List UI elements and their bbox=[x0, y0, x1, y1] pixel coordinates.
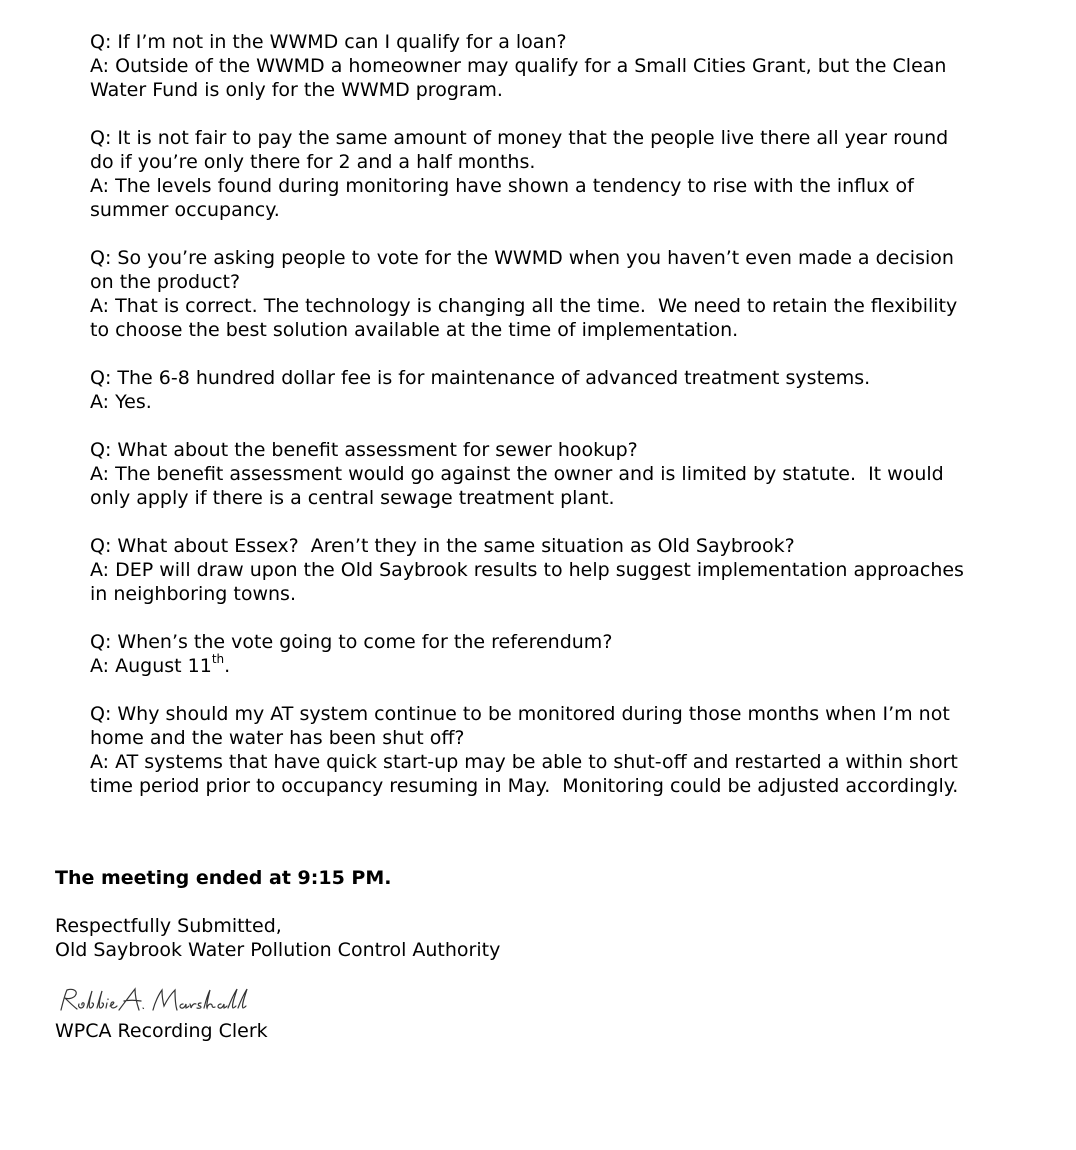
question: Q: When’s the vote going to come for the referendum? bbox=[90, 631, 613, 653]
qa-item bbox=[90, 702, 970, 798]
question: Q: What about the benefit assessment for sewer hookup? bbox=[90, 439, 638, 461]
qa-item bbox=[90, 438, 970, 510]
question: Q: The 6-8 hundred dollar fee is for maintenance of advanced treatment systems. bbox=[90, 367, 871, 389]
qa-item bbox=[90, 126, 970, 222]
answer: A: Outside of the WWMD a homeowner may qualify for a Small Cities Grant, but the Clean Water Fund is only for the WWMD program. bbox=[90, 55, 953, 101]
qa-item bbox=[90, 30, 970, 102]
closing-section bbox=[55, 866, 955, 986]
answer bbox=[90, 651, 970, 678]
answer: A: Yes. bbox=[90, 391, 152, 413]
answer-end: . bbox=[224, 655, 231, 677]
submission-block bbox=[55, 914, 955, 962]
organization-name: Old Saybrook Water Pollution Control Authority bbox=[55, 939, 501, 961]
answer: A: DEP will draw upon the Old Saybrook results to help suggest implementation approaches in neighboring towns. bbox=[90, 559, 970, 605]
answer: A: The benefit assessment would go against the owner and is limited by statute. It would only apply if there is a central sewage treatment plant. bbox=[90, 463, 950, 509]
qa-item bbox=[90, 630, 970, 678]
meeting-end-statement: The meeting ended at 9:15 PM. bbox=[55, 867, 392, 889]
question: Q: It is not fair to pay the same amount of money that the people live there all year round do if you’re only there for 2 and a half months. bbox=[90, 127, 955, 173]
question: Q: If I’m not in the WWMD can I qualify for a loan? bbox=[90, 31, 567, 53]
submitted-line: Respectfully Submitted, bbox=[55, 915, 282, 937]
question: Q: What about Essex? Aren’t they in the same situation as Old Saybrook? bbox=[90, 535, 795, 557]
answer: A: That is correct. The technology is changing all the time. We need to retain the flexibility to choose the best solution available at the time of implementation. bbox=[90, 295, 964, 341]
clerk-title: WPCA Recording Clerk bbox=[55, 1020, 268, 1042]
question: Q: So you’re asking people to vote for the WWMD when you haven’t even made a decision on the product? bbox=[90, 247, 960, 293]
handwritten-signature bbox=[55, 986, 255, 1016]
qa-item bbox=[90, 534, 970, 606]
question: Q: Why should my AT system continue to be monitored during those months when I’m not home and the water has been shut off? bbox=[90, 703, 956, 749]
qa-list bbox=[90, 30, 970, 822]
qa-item bbox=[90, 246, 970, 342]
ordinal-suffix: th bbox=[211, 651, 225, 666]
answer-text: A: August 11 bbox=[90, 655, 212, 677]
answer: A: AT systems that have quick start-up may be able to shut-off and restarted a within short time period prior to occupancy resuming in May. Monitoring could be adjusted accordingly. bbox=[90, 751, 964, 797]
answer: A: The levels found during monitoring have shown a tendency to rise with the influx of summer occupancy. bbox=[90, 175, 920, 221]
qa-item bbox=[90, 366, 970, 414]
